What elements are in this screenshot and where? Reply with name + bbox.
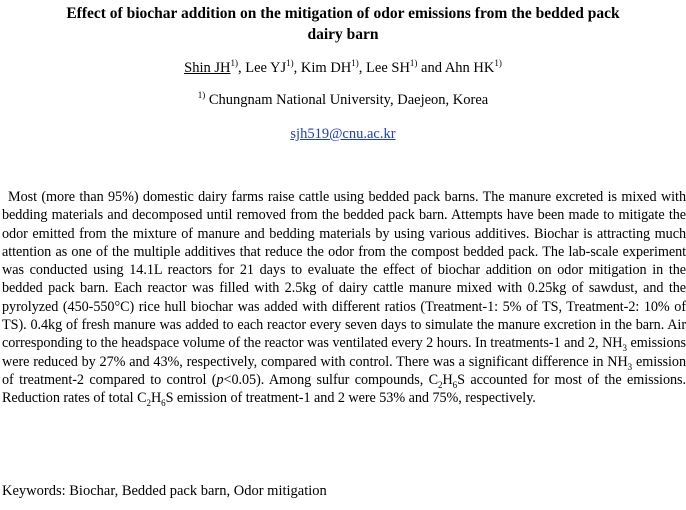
abstract-text: <0.05). Among sulfur compounds, C	[223, 371, 438, 388]
email-link[interactable]: sjh519@cnu.ac.kr	[290, 126, 396, 142]
author-affiliation-marker: 1)	[286, 58, 294, 69]
author-name: Lee SH	[366, 60, 410, 76]
subscript: 3	[627, 361, 633, 372]
author-affiliation-marker: 1)	[409, 58, 418, 69]
affiliation-marker: 1)	[197, 90, 206, 101]
abstract-text: S emission of treatment-1 and 2 were 53% and 75%, respectively.	[165, 390, 536, 407]
abstract-text: emissions were reduced by 27% and 43%, respectively, compared with control. There was a significant difference in NH	[2, 335, 686, 370]
author-name: Ahn HK	[444, 60, 495, 76]
title-line-2: dairy barn	[307, 26, 379, 43]
affiliation-text: Chungnam National University, Daejeon, Korea	[205, 92, 489, 108]
author-affiliation-marker: 1)	[494, 58, 502, 69]
author-separator: ,	[293, 60, 301, 76]
author-name: Lee YJ	[245, 60, 287, 76]
keywords-line: Keywords: Biochar, Bedded pack barn, Odor mitigation	[2, 483, 327, 499]
author-name: Kim DH	[300, 60, 352, 76]
paper-title	[12, 3, 674, 45]
author-affiliation-marker: 1)	[351, 58, 359, 69]
abstract-text: H	[442, 371, 453, 388]
author-separator: ,	[358, 60, 367, 76]
subscript: 6	[161, 398, 166, 409]
author-affiliation-marker: 1)	[230, 58, 238, 69]
p-value-symbol: p	[216, 371, 224, 388]
title-line-1: Effect of biochar addition on the mitigation of odor emissions from the bedded pack	[66, 5, 620, 22]
author-separator: ,	[237, 60, 246, 76]
author-conjunction: and	[417, 60, 445, 76]
subscript: 3	[622, 343, 627, 354]
subscript: 6	[452, 379, 458, 390]
abstract-text: emission of treatment-2 compared to control (	[2, 353, 686, 388]
affiliation	[0, 90, 686, 110]
author-name: Shin JH	[184, 60, 231, 76]
abstract-text: S accounted for most of the emissions. Reduction rates of total C	[2, 371, 686, 407]
corresponding-email	[0, 124, 686, 144]
abstract-text: H	[150, 390, 162, 407]
abstract-text: Most (more than 95%) domestic dairy farms raise cattle using bedded pack barns. The manure excreted is mixed with bedding materials and decomposed until removed from the bedded pack barn. Attempts have been made to mitigate the odor emitted from the mixture of manure and bedding materials by using various additives. Biochar is attracting much attention as one of the multiple additives that reduce the odor from the compost bedded pack. The lab-scale experiment was conducted using 14.1L reactors for 21 days to evaluate the effect of biochar addition on odor mitigation in the bedded pack barn. Each reactor was filled with 2.5kg of dairy cattle manure mixed with 0.25kg of sawdust, and the pyrolyzed (450-550°C) rice hull biochar was added with different ratios (Treatment-1: 5% of TS, Treatment-2: 10% of TS). 0.4kg of fresh manure was added to each reactor every seven days to simulate the manure excretion in the barn. Air corresponding to the headspace volume of the reactor was ventilated every 2 hours. In treatments-1 and 2, NH	[2, 189, 686, 352]
abstract-paragraph	[2, 188, 686, 408]
subscript: 2	[438, 379, 443, 390]
subscript: 2	[146, 398, 151, 409]
author-list	[0, 58, 686, 78]
